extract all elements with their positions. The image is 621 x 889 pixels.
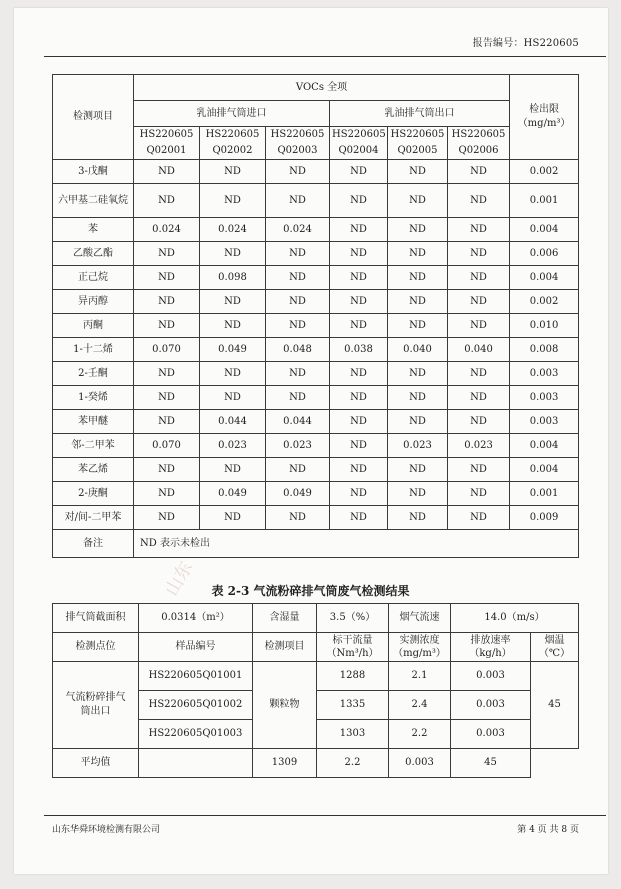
compound-name: 1-癸烯 bbox=[53, 386, 134, 410]
note-text: ND 表示未检出 bbox=[134, 530, 579, 558]
limit-cell: 0.003 bbox=[510, 362, 579, 386]
result-cell: ND bbox=[388, 218, 448, 242]
table-row bbox=[53, 242, 579, 266]
result-cell: ND bbox=[330, 184, 388, 218]
sample-header: HS220605 Q02006 bbox=[448, 127, 510, 160]
header-sample: 样品编号 bbox=[139, 633, 253, 662]
result-cell: ND bbox=[330, 362, 388, 386]
result-cell: ND bbox=[200, 160, 266, 184]
compound-name: 乙酸乙酯 bbox=[53, 242, 134, 266]
table-row bbox=[53, 160, 579, 184]
result-cell: ND bbox=[330, 266, 388, 290]
result-cell: ND bbox=[200, 290, 266, 314]
page-number: 第 4 页 共 8 页 bbox=[517, 825, 579, 835]
table-row bbox=[53, 266, 579, 290]
result-cell: 0.070 bbox=[134, 434, 200, 458]
result-cell: ND bbox=[266, 458, 330, 482]
result-cell: ND bbox=[448, 242, 510, 266]
result-cell: ND bbox=[448, 290, 510, 314]
compound-name: 苯甲醚 bbox=[53, 410, 134, 434]
compound-name: 苯 bbox=[53, 218, 134, 242]
result-cell: ND bbox=[134, 410, 200, 434]
table-row bbox=[53, 410, 579, 434]
compound-name: 2-庚酮 bbox=[53, 482, 134, 506]
sample-id: HS220605Q01003 bbox=[139, 720, 253, 749]
result-cell: ND bbox=[388, 184, 448, 218]
result-cell: 0.023 bbox=[266, 434, 330, 458]
result-cell: ND bbox=[448, 506, 510, 530]
result-cell: ND bbox=[448, 314, 510, 338]
limit-cell: 0.009 bbox=[510, 506, 579, 530]
result-cell: 0.044 bbox=[200, 410, 266, 434]
humidity-label: 含湿量 bbox=[253, 604, 317, 633]
result-cell: ND bbox=[330, 160, 388, 184]
result-cell: ND bbox=[134, 314, 200, 338]
result-cell: ND bbox=[388, 160, 448, 184]
compound-name: 1-十二烯 bbox=[53, 338, 134, 362]
result-cell: ND bbox=[388, 242, 448, 266]
result-cell: ND bbox=[388, 482, 448, 506]
average-item-empty bbox=[139, 749, 253, 778]
result-cell: ND bbox=[266, 160, 330, 184]
table-row bbox=[53, 184, 579, 218]
item-name: 颗粒物 bbox=[253, 662, 317, 749]
result-cell: ND bbox=[266, 266, 330, 290]
table-row bbox=[53, 386, 579, 410]
result-cell: ND bbox=[134, 482, 200, 506]
limit-cell: 0.004 bbox=[510, 458, 579, 482]
result-cell: ND bbox=[134, 184, 200, 218]
humidity-value: 3.5（%） bbox=[317, 604, 389, 633]
report-number: 报告编号：HS220605 bbox=[472, 38, 579, 49]
seal-watermark: 山东 bbox=[161, 557, 198, 600]
rate: 0.003 bbox=[451, 691, 531, 720]
result-cell: ND bbox=[200, 458, 266, 482]
result-cell: ND bbox=[266, 506, 330, 530]
table-row bbox=[53, 290, 579, 314]
result-cell: ND bbox=[448, 410, 510, 434]
result-cell: 0.023 bbox=[448, 434, 510, 458]
result-cell: ND bbox=[330, 458, 388, 482]
header-temp: 烟温 （℃） bbox=[531, 633, 579, 662]
table-row bbox=[53, 434, 579, 458]
std-flow: 1335 bbox=[317, 691, 389, 720]
result-cell: ND bbox=[388, 386, 448, 410]
result-cell: ND bbox=[330, 290, 388, 314]
rate: 0.003 bbox=[451, 720, 531, 749]
result-cell: ND bbox=[330, 218, 388, 242]
result-cell: ND bbox=[134, 506, 200, 530]
header-rate: 排放速率 （kg/h） bbox=[451, 633, 531, 662]
result-cell: ND bbox=[134, 386, 200, 410]
result-cell: 0.040 bbox=[388, 338, 448, 362]
table-row bbox=[53, 482, 579, 506]
result-cell: ND bbox=[388, 410, 448, 434]
sample-id: HS220605Q01002 bbox=[139, 691, 253, 720]
header-item: 检测项目 bbox=[253, 633, 317, 662]
compound-name: 正己烷 bbox=[53, 266, 134, 290]
result-cell: ND bbox=[388, 506, 448, 530]
result-cell: 0.048 bbox=[266, 338, 330, 362]
result-cell: 0.024 bbox=[266, 218, 330, 242]
result-cell: ND bbox=[266, 184, 330, 218]
flow-label: 烟气流速 bbox=[389, 604, 451, 633]
result-cell: ND bbox=[134, 242, 200, 266]
result-cell: ND bbox=[330, 434, 388, 458]
result-cell: ND bbox=[266, 314, 330, 338]
col-header-item: 检测项目 bbox=[53, 75, 134, 160]
result-cell: ND bbox=[200, 386, 266, 410]
note-label: 备注 bbox=[53, 530, 134, 558]
result-cell: ND bbox=[388, 266, 448, 290]
result-cell: ND bbox=[200, 314, 266, 338]
limit-cell: 0.001 bbox=[510, 482, 579, 506]
limit-cell: 0.002 bbox=[510, 290, 579, 314]
result-cell: ND bbox=[134, 160, 200, 184]
table-row bbox=[53, 362, 579, 386]
average-temp: 45 bbox=[451, 749, 531, 778]
result-cell: 0.044 bbox=[266, 410, 330, 434]
compound-name: 丙酮 bbox=[53, 314, 134, 338]
limit-cell: 0.004 bbox=[510, 218, 579, 242]
company-name: 山东华舜环境检测有限公司 bbox=[52, 825, 161, 835]
header-std-flow: 标干流量 （Nm³/h） bbox=[317, 633, 389, 662]
compound-name: 六甲基二硅氧烷 bbox=[53, 184, 134, 218]
result-cell: ND bbox=[266, 290, 330, 314]
particulate-table bbox=[52, 603, 579, 778]
table2-caption: 表 2-3 气流粉碎排气筒废气检测结果 bbox=[211, 584, 410, 598]
rate: 0.003 bbox=[451, 662, 531, 691]
limit-cell: 0.004 bbox=[510, 434, 579, 458]
col-header-vocs: VOCs 全项 bbox=[134, 75, 510, 101]
limit-cell: 0.003 bbox=[510, 410, 579, 434]
point-name: 气流粉碎排气 筒出口 bbox=[53, 662, 139, 749]
result-cell: 0.049 bbox=[200, 482, 266, 506]
result-cell: ND bbox=[266, 242, 330, 266]
result-cell: ND bbox=[388, 458, 448, 482]
result-cell: ND bbox=[448, 160, 510, 184]
result-cell: ND bbox=[330, 242, 388, 266]
result-cell: ND bbox=[330, 506, 388, 530]
conc: 2.1 bbox=[389, 662, 451, 691]
result-cell: 0.038 bbox=[330, 338, 388, 362]
compound-name: 异丙醇 bbox=[53, 290, 134, 314]
area-value: 0.0314（m²） bbox=[139, 604, 253, 633]
limit-cell: 0.004 bbox=[510, 266, 579, 290]
result-cell: ND bbox=[134, 290, 200, 314]
result-cell: ND bbox=[448, 458, 510, 482]
result-cell: ND bbox=[330, 314, 388, 338]
result-cell: ND bbox=[448, 362, 510, 386]
result-cell: ND bbox=[200, 506, 266, 530]
result-cell: ND bbox=[448, 386, 510, 410]
result-cell: ND bbox=[448, 218, 510, 242]
result-cell: ND bbox=[388, 314, 448, 338]
average-conc: 2.2 bbox=[317, 749, 389, 778]
limit-cell: 0.001 bbox=[510, 184, 579, 218]
result-cell: 0.024 bbox=[134, 218, 200, 242]
result-cell: 0.040 bbox=[448, 338, 510, 362]
table-row bbox=[53, 458, 579, 482]
col-header-outlet: 乳油排气筒出口 bbox=[330, 101, 510, 127]
limit-cell: 0.003 bbox=[510, 386, 579, 410]
result-cell: ND bbox=[330, 482, 388, 506]
result-cell: 0.023 bbox=[200, 434, 266, 458]
header-point: 检测点位 bbox=[53, 633, 139, 662]
result-cell: 0.049 bbox=[200, 338, 266, 362]
compound-name: 对/间-二甲苯 bbox=[53, 506, 134, 530]
limit-cell: 0.006 bbox=[510, 242, 579, 266]
limit-cell: 0.002 bbox=[510, 160, 579, 184]
result-cell: ND bbox=[266, 362, 330, 386]
compound-name: 苯乙烯 bbox=[53, 458, 134, 482]
sample-header: HS220605 Q02003 bbox=[266, 127, 330, 160]
header-rule bbox=[44, 56, 606, 57]
result-cell: ND bbox=[330, 386, 388, 410]
result-cell: ND bbox=[388, 362, 448, 386]
result-cell: ND bbox=[448, 266, 510, 290]
result-cell: 0.049 bbox=[266, 482, 330, 506]
table-row bbox=[53, 506, 579, 530]
compound-name: 2-壬酮 bbox=[53, 362, 134, 386]
average-rate: 0.003 bbox=[389, 749, 451, 778]
col-header-limit: 检出限 （mg/m³） bbox=[510, 75, 579, 160]
result-cell: ND bbox=[134, 362, 200, 386]
result-cell: ND bbox=[388, 290, 448, 314]
average-flow: 1309 bbox=[253, 749, 317, 778]
result-cell: ND bbox=[134, 458, 200, 482]
vocs-table bbox=[52, 74, 579, 558]
result-cell: 0.023 bbox=[388, 434, 448, 458]
result-cell: 0.070 bbox=[134, 338, 200, 362]
compound-name: 邻-二甲苯 bbox=[53, 434, 134, 458]
result-cell: 0.024 bbox=[200, 218, 266, 242]
table-row bbox=[53, 338, 579, 362]
sample-id: HS220605Q01001 bbox=[139, 662, 253, 691]
result-cell: ND bbox=[266, 386, 330, 410]
result-cell: ND bbox=[200, 184, 266, 218]
average-label: 平均值 bbox=[53, 749, 139, 778]
limit-cell: 0.010 bbox=[510, 314, 579, 338]
limit-cell: 0.008 bbox=[510, 338, 579, 362]
sample-header: HS220605 Q02005 bbox=[388, 127, 448, 160]
result-cell: ND bbox=[448, 184, 510, 218]
sample-header: HS220605 Q02004 bbox=[330, 127, 388, 160]
result-cell: 0.098 bbox=[200, 266, 266, 290]
sample-header: HS220605 Q02001 bbox=[134, 127, 200, 160]
table-row bbox=[53, 314, 579, 338]
table-row bbox=[53, 218, 579, 242]
result-cell: ND bbox=[330, 410, 388, 434]
compound-name: 3-戊酮 bbox=[53, 160, 134, 184]
result-cell: ND bbox=[200, 362, 266, 386]
area-label: 排气筒截面积 bbox=[53, 604, 139, 633]
col-header-inlet: 乳油排气筒进口 bbox=[134, 101, 330, 127]
flow-value: 14.0（m/s） bbox=[451, 604, 579, 633]
temp: 45 bbox=[531, 662, 579, 749]
result-cell: ND bbox=[200, 242, 266, 266]
std-flow: 1288 bbox=[317, 662, 389, 691]
conc: 2.2 bbox=[389, 720, 451, 749]
result-cell: ND bbox=[448, 482, 510, 506]
std-flow: 1303 bbox=[317, 720, 389, 749]
footer-rule bbox=[44, 815, 606, 816]
header-conc: 实测浓度 （mg/m³） bbox=[389, 633, 451, 662]
sample-header: HS220605 Q02002 bbox=[200, 127, 266, 160]
result-cell: ND bbox=[134, 266, 200, 290]
conc: 2.4 bbox=[389, 691, 451, 720]
